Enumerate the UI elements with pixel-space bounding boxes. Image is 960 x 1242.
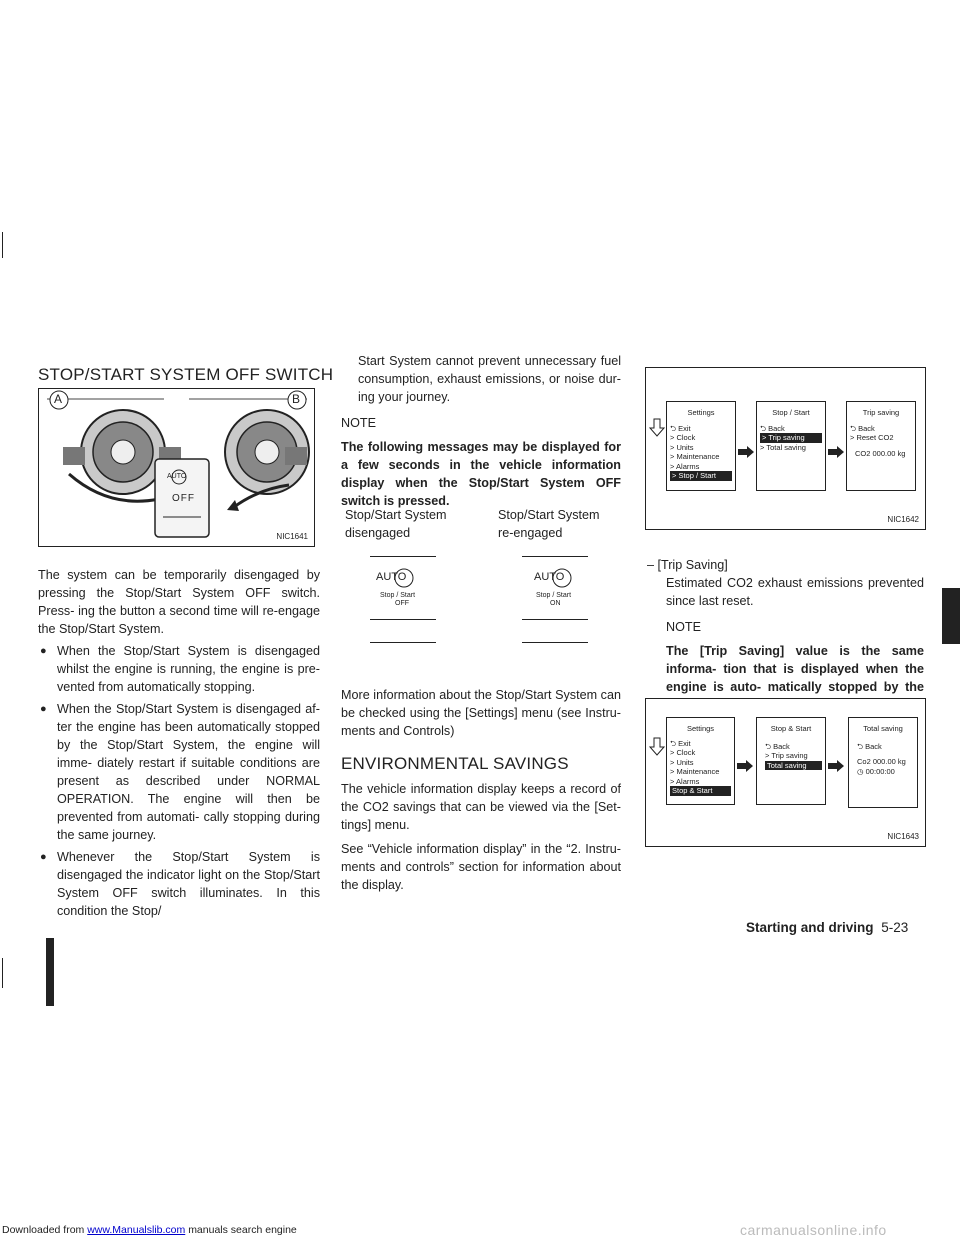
bullet-item	[38, 848, 320, 920]
clock-icon: ◷	[857, 766, 864, 776]
screen-total-saving: Total saving ⮌ Back Co2 000.00 kg ◷ 00:00:00	[848, 717, 918, 808]
figure-code: NIC1641	[276, 532, 308, 541]
section-tab	[942, 588, 960, 644]
menu-item: ⮌ Exit	[670, 423, 691, 433]
display-message-off	[370, 556, 436, 646]
menu-item: ⮌ Back	[760, 423, 785, 433]
note-text: The [Trip Saving] value is the same informa- tion that is displayed when the engine is auto- matically stopped by the	[666, 644, 924, 694]
env-paragraph-2: See “Vehicle information display” in the “2. Instru- ments and controls” section for information about the display.	[341, 842, 621, 892]
switch-auto-label: AUTO	[167, 473, 187, 480]
menu-item-selected: > Trip saving	[760, 433, 822, 443]
env-savings-title: ENVIRONMENTAL SAVINGS	[341, 754, 569, 773]
screen-stop-start: Stop / Start ⮌ Back > Trip saving > Total saving	[756, 401, 826, 491]
col2-body	[341, 352, 621, 510]
download-banner: Downloaded from www.Manualslib.com manuals search engine	[2, 1224, 297, 1236]
watermark: carmanualsonline.info	[740, 1222, 887, 1238]
section-name: Starting and driving	[746, 920, 874, 935]
msg-line2: OFF	[395, 600, 409, 607]
figure-code: NIC1643	[887, 832, 919, 841]
note-text: The following messages may be displayed for a few seconds in the vehicle information display when the Stop/Start System OFF switch is pressed.	[341, 440, 621, 508]
co2-value: Co2 000.00 kg	[857, 757, 906, 766]
time-value: ◷ 00:00:00	[857, 766, 895, 776]
divider	[370, 619, 436, 620]
divider	[522, 556, 588, 557]
right-arrow-icon	[828, 760, 844, 772]
co2-value: CO2 000.00 kg	[855, 448, 906, 458]
bullet-text: When the Stop/Start System is disengaged af- ter the engine has been automatically stopped by the Stop/Start System, the engine will imme- diately restart if suitable conditions are present as described under NORMAL OPERATION. The engine will then be prevented from automati- cally stopping during the same journey.	[57, 702, 320, 842]
crop-mark-bottom	[2, 958, 3, 988]
menu-item: > Alarms	[670, 776, 700, 786]
intro-paragraph: The system can be temporarily disengaged by pressing the Stop/Start System OFF switch. Press- ing the button a second time will re-engage the Stop/Start System.	[38, 568, 320, 636]
callout-a: A	[54, 392, 63, 406]
divider	[370, 556, 436, 557]
screen-settings: Settings ⮌ Exit > Clock > Units > Maintenance > Alarms > Stop / Start	[666, 401, 736, 491]
col3-body	[666, 574, 924, 714]
env-paragraph-1: The vehicle information display keeps a record of the CO2 savings that can be viewed via the [Set- tings] menu.	[341, 782, 621, 832]
note-label: NOTE	[341, 416, 376, 430]
page-number: 5-23	[881, 920, 909, 935]
continued-paragraph: Start System cannot prevent unnecessary fuel consumption, exhaust emissions, or noise dur- ing your journey.	[358, 354, 621, 404]
menu-item-selected: Stop & Start	[670, 786, 731, 796]
right-arrow-icon	[737, 760, 753, 772]
menu-item: > Trip saving	[765, 751, 808, 760]
trip-saving-label: – [Trip Saving]	[647, 558, 728, 572]
trip-saving-desc: Estimated CO2 exhaust emissions prevented since last reset.	[666, 576, 924, 608]
crop-mark-top	[2, 232, 3, 258]
screen-settings: Settings ⮌ Exit > Clock > Units > Maintenance > Alarms Stop & Start	[666, 717, 735, 805]
down-arrow-icon	[649, 737, 665, 757]
menu-item: > Maintenance	[670, 452, 720, 461]
steering-wheel-illustration	[39, 389, 314, 546]
menu-item: > Total saving	[760, 442, 806, 452]
bullet-icon: ●	[40, 645, 47, 657]
screen-trip-saving: Trip saving ⮌ Back > Reset CO2 CO2 000.00 kg	[846, 401, 916, 491]
menu-item-selected: > Stop / Start	[670, 471, 732, 481]
right-arrow-icon	[738, 446, 754, 458]
menu-item: > Units	[670, 442, 694, 452]
divider	[522, 619, 588, 620]
msg-line1: Stop / Start	[380, 592, 416, 599]
screen-stop-and-start: Stop & Start ⮌ Back > Trip saving Total saving	[756, 717, 826, 805]
bullet-item	[38, 642, 320, 696]
figure-trip-saving-menu	[645, 367, 926, 530]
section-title: STOP/START SYSTEM OFF SWITCH	[38, 365, 334, 384]
bullet-text: Whenever the Stop/Start System is disengaged the indicator light on the Stop/Start System OFF switch illuminates. In this condition the Stop/	[57, 850, 320, 918]
note-label: NOTE	[666, 620, 701, 634]
menu-item: > Units	[670, 757, 694, 767]
divider	[370, 642, 436, 643]
page-footer	[746, 920, 908, 935]
bullet-text: When the Stop/Start System is disengaged whilst the engine is running, the engine is pre- vented from automatically stopping.	[57, 644, 320, 694]
col2-body-lower	[341, 686, 621, 894]
divider	[522, 642, 588, 643]
callout-b: B	[292, 392, 301, 406]
menu-item: > Reset CO2	[850, 433, 894, 442]
menu-item: > Alarms	[670, 461, 700, 471]
margin-bar	[46, 938, 54, 1006]
more-info-paragraph: More information about the Stop/Start System can be checked using the [Settings] menu (see Instru- ments and Controls)	[341, 688, 621, 738]
msg-line1: Stop / Start	[536, 592, 572, 599]
switch-off-label: OFF	[172, 493, 195, 504]
bullet-item	[38, 700, 320, 844]
menu-item: ⮌ Exit	[670, 738, 691, 748]
col1-body	[38, 566, 320, 920]
menu-item: > Maintenance	[670, 767, 720, 776]
menu-item: > Clock	[670, 433, 696, 442]
figure-code: NIC1642	[887, 515, 919, 524]
msg-caption-right: Stop/Start System re-engaged	[498, 508, 600, 540]
menu-item: > Clock	[670, 748, 696, 757]
menu-item: ⮌ Back	[850, 423, 875, 433]
right-arrow-icon	[828, 446, 844, 458]
bullet-icon: ●	[40, 851, 47, 863]
figure-switch-location	[38, 388, 315, 547]
figure-total-saving-menu	[645, 698, 926, 847]
display-message-on	[522, 556, 588, 646]
manualslib-link[interactable]: www.Manualslib.com	[87, 1224, 186, 1236]
menu-item: ⮌ Back	[857, 741, 882, 751]
menu-item: ⮌ Back	[765, 741, 790, 751]
msg-caption-left: Stop/Start System disengaged	[345, 508, 447, 540]
bullet-icon: ●	[40, 703, 47, 715]
down-arrow-icon	[649, 418, 665, 438]
auto-icon: AUTO	[376, 570, 416, 586]
auto-icon: AUTO	[534, 570, 574, 586]
menu-item-selected: Total saving	[765, 761, 822, 771]
msg-line2: ON	[550, 600, 561, 607]
